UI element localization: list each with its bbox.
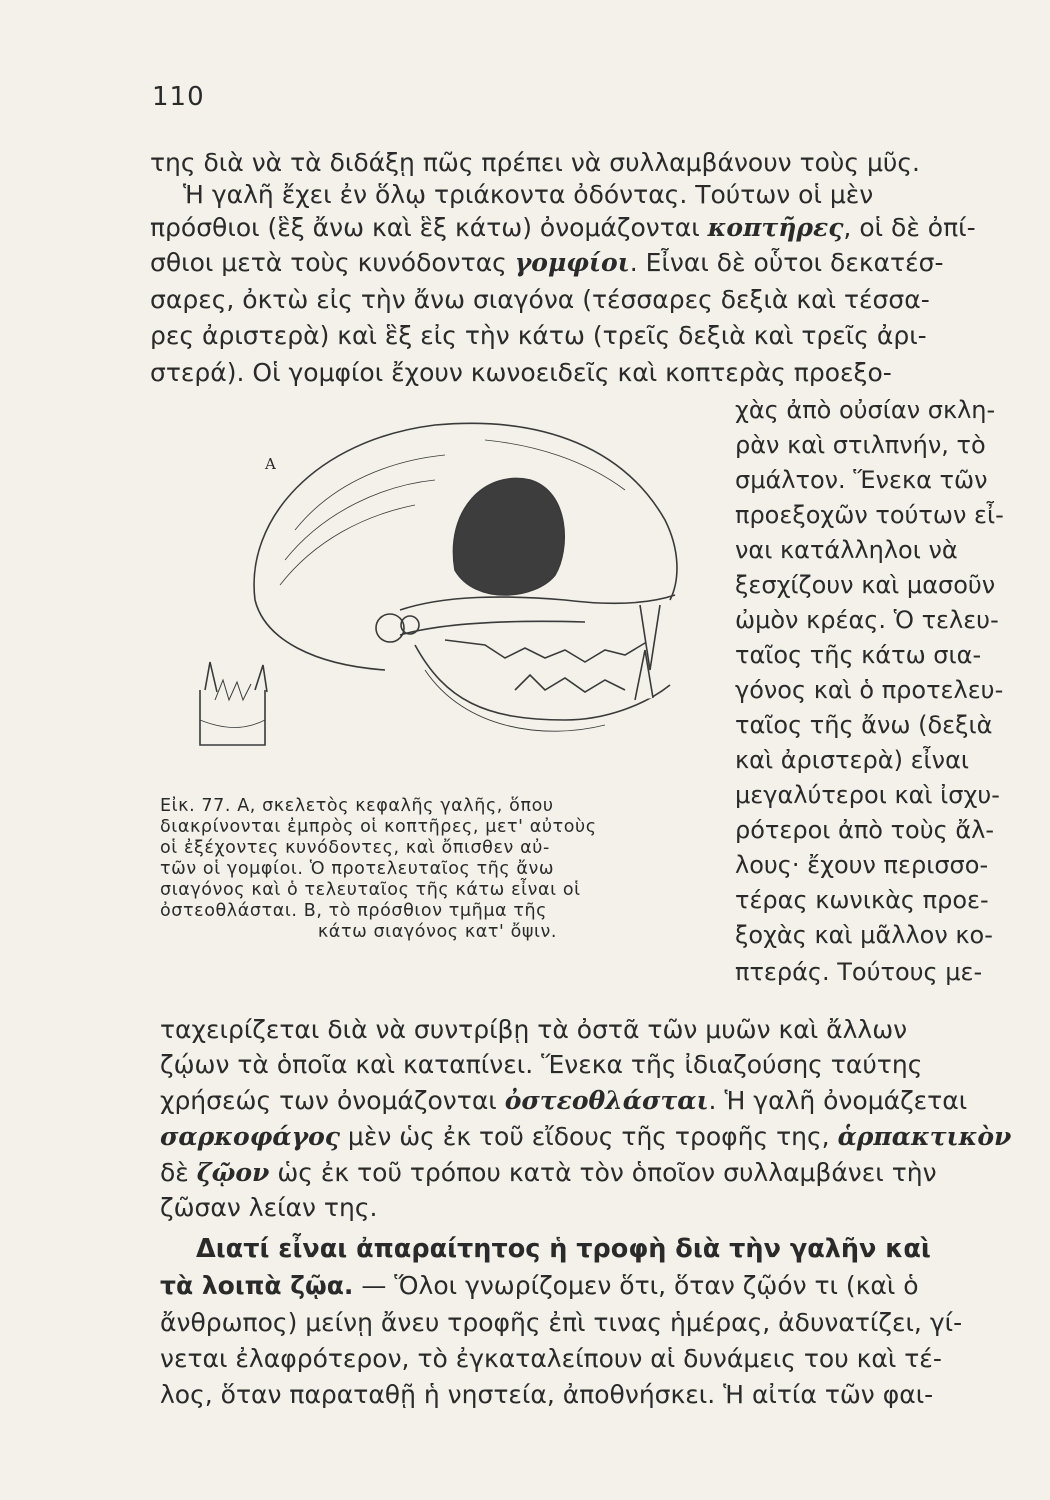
text-line: ζῶσαν λείαν της. [160,1193,378,1222]
text-line: ξεσχίζουν καὶ μασοῦν [735,571,996,599]
text-line: ξοχὰς καὶ μᾶλλον κο- [735,921,993,949]
section-heading-cont: τὰ λοιπὰ ζῷα. [160,1271,354,1300]
text-line: ρὰν καὶ στιλπνήν, τὸ [735,431,986,459]
term-arpaktikon: ἁρπακτικὸν [837,1122,1012,1151]
text-line: ταχειρίζεται διὰ νὰ συντρίβῃ τὰ ὀστᾶ τῶν μυῶν καὶ ἄλλων [160,1015,908,1044]
term-gomfioi: γομφίοι [514,248,630,277]
figure-caption [160,796,715,943]
caption-line: Εἰκ. 77. Α, σκελετὸς κεφαλῆς γαλῆς, ὅπου [160,796,554,816]
text-line: καὶ ἀριστερὰ) εἶναι [735,746,970,774]
figure-label-a: A [265,455,276,473]
text-line: πρόσθιοι (ἓξ ἄνω καὶ ἓξ κάτω) ὀνομάζονται κοπτῆρες, οἱ δὲ ὀπί- [150,213,976,242]
text-line: ταῖος τῆς ἄνω (δεξιὰ [735,711,993,739]
text-line: δὲ ζῷον ὡς ἐκ τοῦ τρόπου κατὰ τὸν ὁποῖον συλλαμβάνει τὴν [160,1158,937,1187]
text-line: προεξοχῶν τούτων εἶ- [735,501,1004,529]
page-number: 110 [152,82,205,112]
text-line: σμάλτον. Ἕνεκα τῶν [735,466,988,494]
caption-line: οἱ ἐξέχοντες κυνόδοντες, καὶ ὄπισθεν αὐ- [160,838,550,858]
text-line: σαρκοφάγος μὲν ὡς ἐκ τοῦ εἴδους τῆς τροφῆς της, ἁρπακτικὸν [160,1122,1012,1151]
caption-line: διακρίνονται ἐμπρὸς οἱ κοπτῆρες, μετ' αὐτοὺς [160,817,597,837]
text-line: σαρες, ὀκτὼ εἰς τὴν ἄνω σιαγόνα (τέσσαρες δεξιὰ καὶ τέσσα- [150,285,930,314]
text-line: τέρας κωνικὰς προε- [735,886,989,914]
caption-line: τῶν οἱ γομφίοι. Ὁ προτελευταῖος τῆς ἄνω [160,859,555,879]
text-line: χὰς ἀπὸ οὐσίαν σκλη- [735,396,996,424]
text-line: ναι κατάλληλοι νὰ [735,536,958,564]
text-line: ταῖος τῆς κάτω σια- [735,641,982,669]
text-line: ὠμὸν κρέας. Ὁ τελευ- [735,606,999,634]
text-line: σθιοι μετὰ τοὺς κυνόδοντας γομφίοι. Εἶναι δὲ οὗτοι δεκατέσ- [150,248,944,277]
caption-line: ὀστεοθλάσται. Β, τὸ πρόσθιον τμῆμα τῆς [160,901,548,921]
caption-line: κάτω σιαγόνος κατ' ὄψιν. [317,922,558,942]
text-line: Ἡ γαλῆ ἔχει ἐν ὅλῳ τριάκοντα ὀδόντας. Τούτων οἱ μὲν [183,180,874,209]
term-koptires: κοπτῆρες [707,213,844,242]
text-line: τὰ λοιπὰ ζῷα. — Ὅλοι γνωρίζομεν ὅτι, ὅταν ζῷόν τι (καὶ ὁ [160,1271,919,1300]
caption-line: σιαγόνος καὶ ὁ τελευταῖος τῆς κάτω εἶναι οἱ [160,880,581,900]
text-line: ρες ἀριστερὰ) καὶ ἓξ εἰς τὴν κάτω (τρεῖς δεξιὰ καὶ τρεῖς ἀρι- [150,321,927,350]
text-line: χρήσεώς των ὀνομάζονται ὀστεοθλάσται. Ἡ γαλῆ ὀνομάζεται [160,1086,968,1115]
text-line: λους· ἔχουν περισσο- [735,851,989,879]
term-osteothlastai: ὀστεοθλάσται [504,1086,709,1115]
skull-figure [185,400,725,790]
text-line: μεγαλύτεροι καὶ ἰσχυ- [735,781,1000,809]
text-line: ἄνθρωπος) μείνῃ ἄνευ τροφῆς ἐπὶ τινας ἡμέρας, ἀδυνατίζει, γί- [160,1308,963,1337]
text-line: ζῴων τὰ ὁποῖα καὶ καταπίνει. Ἕνεκα τῆς ἰδιαζούσης ταύτης [160,1050,923,1079]
text-line: της διὰ νὰ τὰ διδάξῃ πῶς πρέπει νὰ συλλαμβάνουν τοὺς μῦς. [150,148,921,177]
term-sarkofagos: σαρκοφάγος [160,1122,340,1151]
text-line: λος, ὅταν παραταθῇ ἡ νηστεία, ἀποθνήσκει. Ἡ αἰτία τῶν φαι- [160,1380,934,1409]
text-line: στερά). Οἱ γομφίοι ἔχουν κωνοειδεῖς καὶ κοπτερὰς προεξο- [150,358,892,387]
text-line: πτεράς. Τούτους με- [735,958,983,986]
section-heading: Διατί εἶναι ἀπαραίτητος ἡ τροφὴ διὰ τὴν γαλῆν καὶ [196,1234,931,1264]
text-line: νεται ἐλαφρότερον, τὸ ἐγκαταλείπουν αἱ δυνάμεις του καὶ τέ- [160,1344,942,1373]
term-zoon: ζῷον [196,1158,270,1187]
text-line: ρότεροι ἀπὸ τοὺς ἄλ- [735,816,995,844]
text-line: γόνος καὶ ὁ προτελευ- [735,676,1004,704]
